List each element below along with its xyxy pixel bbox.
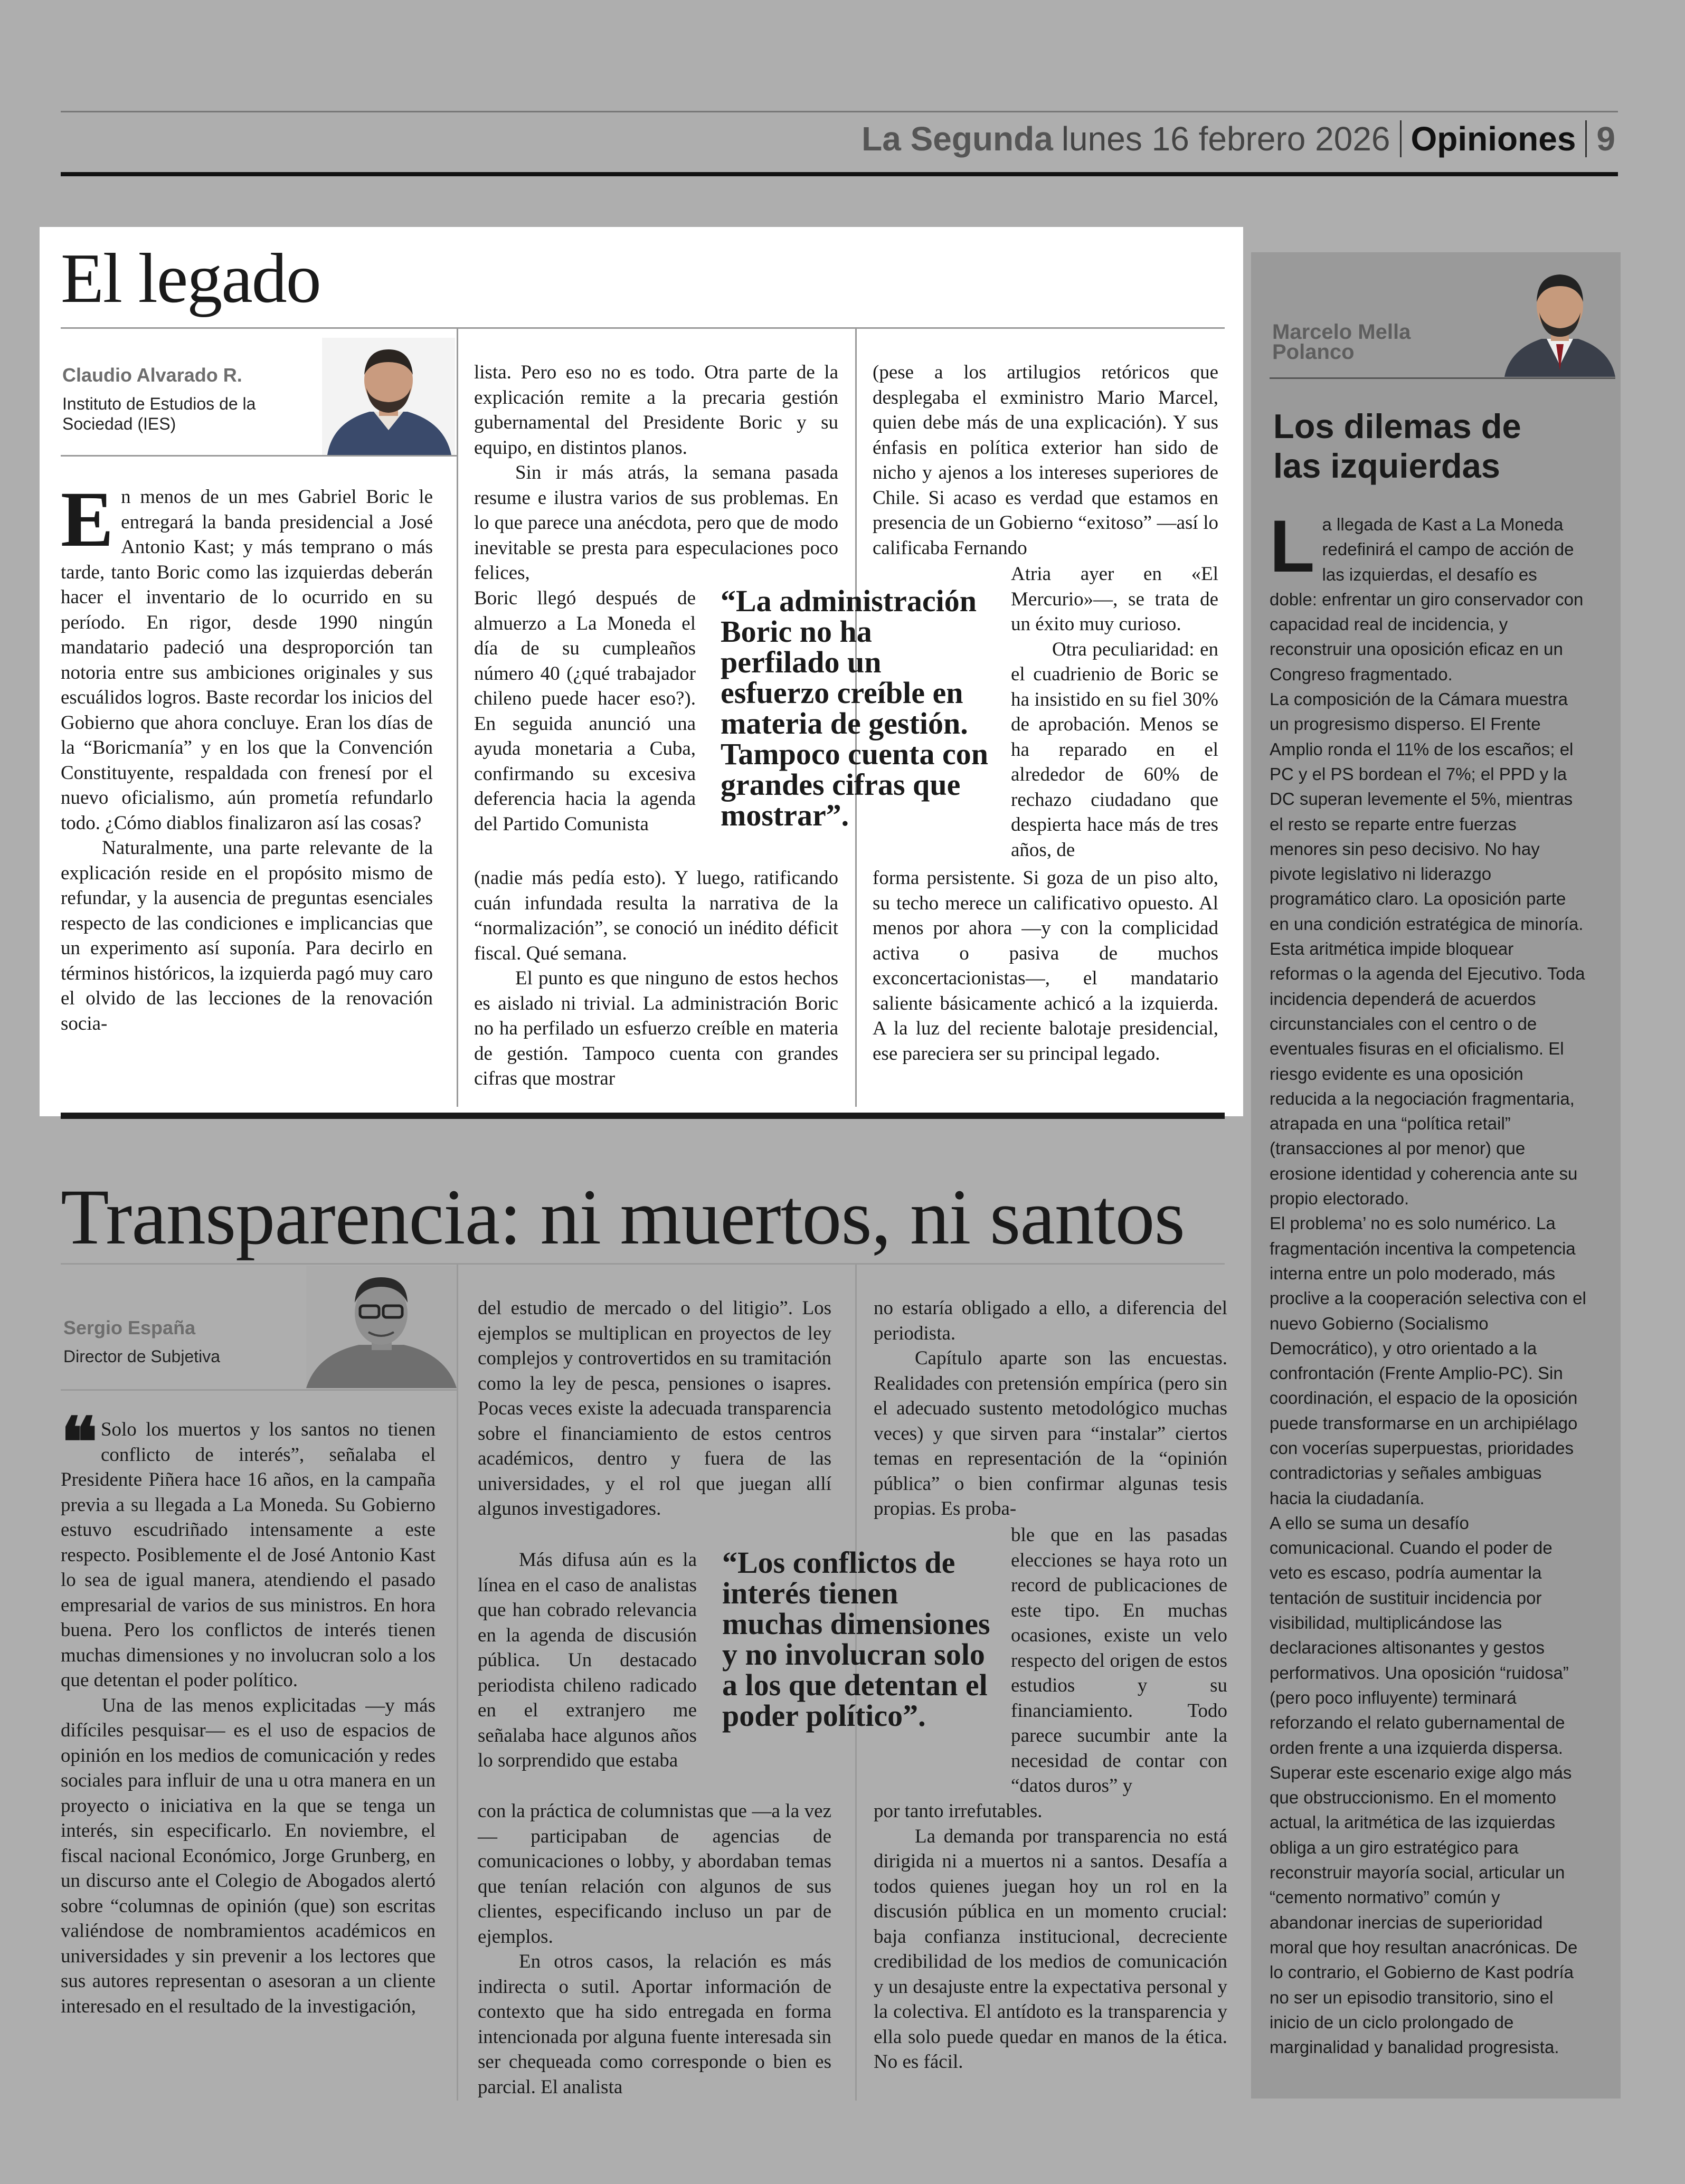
section-name: Opiniones (1411, 120, 1576, 158)
pull-quote: “Los conflictos de interés tienen muchas dimensiones y no involucran solo a los que detentan el poder político”. (722, 1545, 990, 1733)
masthead-divider (1585, 120, 1587, 157)
author-role: Instituto de Estudios de la Sociedad (IES) (62, 394, 256, 434)
article-transparencia-column-2-bottom (478, 1799, 831, 2100)
author-name: Sergio España (63, 1317, 196, 1338)
sidebar-title-line: Los dilemas de (1273, 407, 1521, 445)
sidebar-author-rule (1270, 377, 1615, 379)
article-legado-column-3-top (873, 360, 1218, 561)
paragraph: Solo los muertos y los santos no tienen conflicto de interés”, señalaba el Presidente Piñera hace 16 años, en la campaña previa a su llegada a La Moneda. Su Gobierno estuvo escudriñado intensamente a este respecto. Posiblemente el de José Antonio Kast lo sea de igual manera, atendiendo el pasado empresarial de varios de sus ministros. En hora buena. Pero los conflictos de interés tienen muchas dimensiones y no involucran solo a los que detentan el poder político. (61, 1419, 436, 1691)
title-underline (61, 327, 1225, 329)
header-top-rule (61, 111, 1618, 112)
paragraph: El punto es que ninguno de estos hechos es aislado ni trivial. La administración Boric no ha perfilado un esfuerzo creíble en materia de gestión. Tampoco cuenta con grandes cifras que mostrar (474, 967, 838, 1089)
header-bottom-rule (61, 172, 1618, 176)
author-name: Claudio Alvarado R. (62, 364, 242, 386)
column-divider (457, 328, 458, 1107)
article-transparencia-column-2-narrow (478, 1547, 697, 1773)
paragraph: El problema’ no es solo numérico. La fragmentación incentiva la competencia interna entre un polo moderado, más proclive a la cooperación selectiva con el nuevo Gobierno (Socialismo Democrático), y otro orientado a la confrontación (Frente Amplio-PC). Sin coordinación, el espacio de la oposición puede transformarse en un archipiélago con vocerías superpuestas, prioridades contradictorias y señales ambiguas hacia la ciudadanía. (1270, 1213, 1586, 1508)
paragraph: no estaría obligado a ello, a diferencia del periodista. (874, 1297, 1227, 1344)
pull-quote: “La administración Boric no ha perfilado un esfuerzo creíble en materia de gestión. Tampoco cuenta con grandes cifras que mostrar”. (721, 584, 988, 832)
article-legado-column-1 (61, 476, 433, 1036)
paragraph: con la práctica de columnistas que —a la vez— participaban de agencias de comunicaciones o lobby, y abordaban temas que tenían relación con algunos de sus clientes, especificando incluso un par de ejemplos. (478, 1800, 831, 1948)
paragraph: En otros casos, la relación es más indirecta o sutil. Aportar información de contexto que ha sido entregada en forma intencionada por alguna fuente interesada sin ser chequeada como corresponde o bien es parcial. El analista (478, 1951, 831, 2098)
paragraph: (pese a los artilugios retóricos que desplegaba el exministro Mario Marcel, quien debe más de una explicación). Y sus énfasis en política exterior han sido de nicho y ajenos a los intereses superiores de Chile. Si acaso es verdad que estamos en presencia de un Gobierno “exitoso” —así lo calificaba Fernando (873, 362, 1218, 559)
page-number: 9 (1596, 120, 1615, 158)
quote-mark-icon: ❝ (61, 1406, 98, 1482)
author-name-line: Polanco (1272, 340, 1355, 364)
author-name-line: Marcelo Mella (1272, 320, 1411, 344)
drop-cap: L (1270, 505, 1315, 587)
article-legado-column-2-bottom (474, 866, 838, 1091)
sidebar-title (1273, 406, 1521, 486)
article-transparencia-column-3-narrow (1011, 1523, 1227, 1799)
author-byline (63, 1317, 296, 1366)
article-transparencia-column-1 (61, 1406, 436, 2019)
author-photo-claudio (322, 338, 455, 455)
paragraph: forma persistente. Si goza de un piso alto, su techo merece un calificativo opuesto. Al menos por ahora —y con la complicidad activa o pasiva de muchos exconcertacionistas—, el mandatario saliente básicamente achicó a la izquierda. A la luz del reciente balotaje presidencial, ese pareciera ser su principal legado. (873, 867, 1218, 1065)
author-photo-marcelo (1504, 260, 1615, 377)
newspaper-name: La Segunda (862, 120, 1053, 158)
paragraph: lista. Pero eso no es todo. Otra parte de la explicación remite a la precaria gestión gubernamental del Presidente Boric y su equipo, en distintos planos. (474, 362, 838, 459)
paragraph: Más difusa aún es la línea en el caso de analistas que han cobrado relevancia en la agenda de discusión pública. Un destacado periodista chileno radicado en el extranjero me señalaba hace algunos años lo sorprendido que estaba (478, 1549, 697, 1771)
column-divider (457, 1264, 458, 2101)
paragraph: Esta aritmética impide bloquear reformas o la agenda del Ejecutivo. Toda incidencia dependerá de acuerdos circunstanciales con el centro o de eventuales fisuras en el oficialismo. El riesgo evidente es una oposición reducida a la negociación fragmentaria, atrapada en una “política retail” (transacciones al por menor) que erosione identidad y coherencia ante su propio electorado. (1270, 939, 1585, 1209)
paragraph: ble que en las pasadas elecciones se haya roto un record de publicaciones de este tipo. En muchas ocasiones, existe un velo respecto del origen de estos estudios y su financiamiento. Todo parece sucumbir ante la necesidad de contar con “datos duros” y (1011, 1524, 1227, 1797)
article-transparencia-column-2-top (478, 1296, 831, 1522)
paragraph: Naturalmente, una parte relevante de la explicación reside en el propósito mismo de refundar, y la ausencia de preguntas esenciales respecto de las condiciones e implicancias que un experimento así suponía. Para decirlo en términos históricos, la izquierda pagó muy caro el olvido de las lecciones de la renovación socia- (61, 837, 433, 1034)
paragraph: por tanto irrefutables. (874, 1800, 1043, 1822)
masthead (862, 115, 1615, 163)
article-legado-title: El legado (61, 239, 320, 317)
title-underline (61, 1263, 1225, 1265)
article-legado-column-2-narrow (474, 586, 696, 837)
paragraph: Capítulo aparte son las encuestas. Realidades con pretensión empírica (pero sin el adecuado sustento metodológico muchas veces) y que sirven para “instalar” ciertos temas en representación de la “opinión pública” o bien confirmar algunas tesis propias. Es proba- (874, 1347, 1227, 1520)
paragraph: Boric llegó después de almuerzo a La Moneda el día de su cumpleaños número 40 (¿qué trabajador chileno puede hacer eso?). En seguida anunció una ayuda monetaria a Cuba, confirmando su excesiva deferencia hacia la agenda del Partido Comunista (474, 587, 696, 835)
byline-underline (61, 455, 457, 457)
paragraph: Atria ayer en «El Mercurio»—, se trata de un éxito muy curioso. (1011, 563, 1218, 635)
article-transparencia-column-3-bottom (874, 1799, 1227, 2075)
drop-cap: E (61, 476, 114, 563)
masthead-divider (1400, 120, 1402, 157)
article-transparencia-column-3-top (874, 1296, 1227, 1522)
paragraph: A ello se suma un desafío comunicacional. Cuando el poder de veto es escaso, podría aumentar la tentación de sustituir incidencia por visibilidad, multiplicándose las declaraciones altisonantes y gestos performativos. Una oposición “ruidosa” (pero poco influyente) terminará reforzando el relato gubernamental de orden frente a una izquierda dispersa. (1270, 1513, 1569, 1758)
author-photo-sergio (306, 1266, 457, 1388)
paragraph: a llegada de Kast a La Moneda redefinirá el campo de acción de las izquierdas, el desafío es doble: enfrentar un giro conservador con capacidad real de incidencia, y reconstruir una oposición eficaz en un Congreso fragmentado. (1270, 515, 1584, 684)
article-legado-column-2-top (474, 360, 838, 586)
article-legado-column-3-narrow (1011, 562, 1218, 862)
paragraph: Una de las menos explicitadas —y más difíciles pesquisar— es el uso de espacios de opinión en los medios de comunicación y redes sociales para influir de una u otra manera en un proyecto o iniciativa en la que se tenga un interés, sin especificarlo. En noviembre, el fiscal nacional Económico, Jorge Grunberg, en un discurso ante el Colegio de Abogados alertó sobre “columnas de opinión (que) son escritas valiéndose de nombramientos académicos en universidades y sin prevenir a los lectores que sus autores representan o asesoran a un cliente interesado en el resultado de la investigación, (61, 1694, 436, 2017)
sidebar-title-line: las izquierdas (1273, 447, 1500, 485)
paragraph: del estudio de mercado o del litigio”. Los ejemplos se multiplican en proyectos de ley complejos y controvertidos en su tramitación como la ley de pesca, pensiones o isapres. Pocas veces existe la adecuada transparencia sobre el financiamiento de estos centros académicos, dentro y fuera de las universidades, y el rol que juegan allí algunos investigadores. (478, 1297, 831, 1520)
author-byline (62, 364, 295, 434)
article-legado-column-3-bottom (873, 866, 1218, 1066)
paragraph: Superar este escenario exige algo más que obstruccionismo. En el momento actual, la aritmética de las izquierdas obliga a un giro estratégico para reconstruir mayoría social, articular un “cemento normativo” común y abandonar inercias de superioridad moral que hoy resultan anacrónicas. De lo contrario, el Gobierno de Kast podría no ser un episodio transitorio, sino el inicio de un ciclo prolongado de marginalidad y banalidad progresista. (1270, 1762, 1578, 2057)
paragraph: La composición de la Cámara muestra un progresismo disperso. El Frente Amplio ronda el 11% de los escaños; el PC y el PS bordean el 7%; el PPD y la DC superan levemente el 5%, mientras el resto se reparte entre fuerzas menores sin peso decisivo. No hay pivote legislativo ni liderazgo programático claro. La oposición parte en una condición estratégica de minoría. (1270, 689, 1584, 934)
paragraph: Otra peculiaridad: en el cuadrienio de Boric se ha insistido en su fiel 30% de aprobación. Menos se ha reparado en el alrededor de 60% de rechazo ciudadano que despierta hace más de tres años, de (1011, 638, 1218, 861)
paragraph: n menos de un mes Gabriel Boric le entregará la banda presidencial a José Antonio Kast; y más temprano o más tarde, tanto Boric como las izquierdas deberán hacer el inventario de lo ocurrido en su período. En rigor, desde 1990 ningún mandatario padeció una desproporción tan notoria entre sus ambiciones originales y sus escuálidos logros. Baste recordar los inicios del Gobierno que ahora concluye. Eran los días de la “Boricmanía” y en los que la Convención Constituyente, respaldada con frenesí por el nuevo oficialismo, aún prometía refundarlo todo. ¿Cómo diablos finalizaron así las cosas? (61, 486, 433, 834)
paragraph: (nadie más pedía esto). Y luego, ratificando cuán infundada resulta la narrativa de la “normalización”, se conoció un inédito déficit fiscal. Qué semana. (474, 867, 838, 964)
issue-date: lunes 16 febrero 2026 (1061, 120, 1390, 158)
sidebar-body (1270, 505, 1586, 2059)
section-separator-rule (61, 1113, 1225, 1119)
byline-underline (61, 1389, 457, 1391)
author-role: Director de Subjetiva (63, 1347, 221, 1366)
sidebar-author-name (1272, 322, 1411, 362)
article-transparencia-title: Transparencia: ni muertos, ni santos (61, 1173, 1185, 1261)
paragraph: Sin ir más atrás, la semana pasada resume e ilustra varios de sus problemas. En lo que parece una anécdota, pero que de modo inevitable se presta para especulaciones poco felices, (474, 462, 838, 584)
paragraph: La demanda por transparencia no está dirigida ni a muertos ni a santos. Desafía a todos quienes juegan hoy un rol en la discusión pública en un momento crucial: baja confianza institucional, decreciente credibilidad de los medios de comunicación y un desajuste entre la expectativa personal y la colectiva. El antídoto es la transparencia y ella solo puede quedar en manos de la ética. No es fácil. (874, 1825, 1227, 2073)
